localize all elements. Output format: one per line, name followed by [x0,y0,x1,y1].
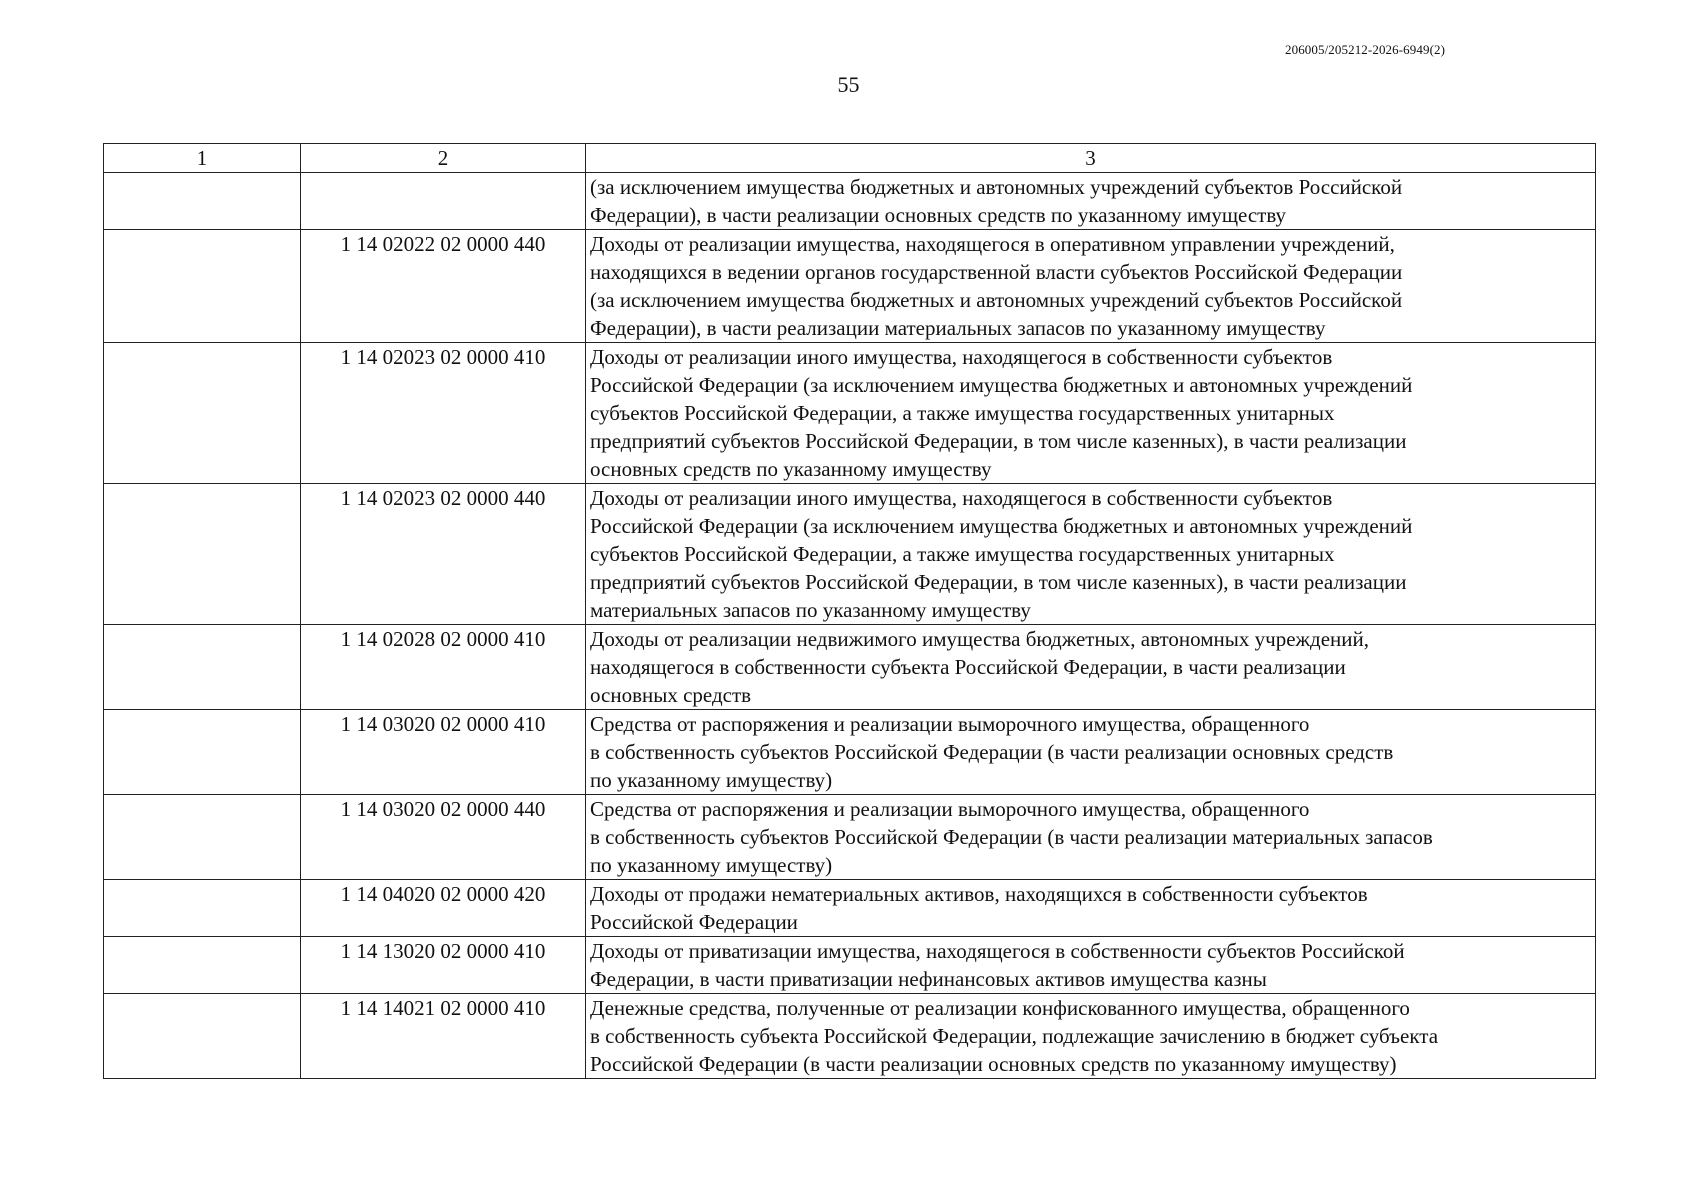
budget-classification-table [103,143,1596,1079]
description-line: Денежные средства, полученные от реализации конфискованного имущества, обращенного [590,996,1410,1020]
description-line: субъектов Российской Федерации, а также имущества государственных унитарных [590,542,1335,566]
description-line: в собственность субъектов Российской Федерации (в части реализации материальных запасов [590,825,1433,849]
cell-col1 [104,937,301,994]
table-row [104,484,1596,625]
description-line: по указанному имуществу) [590,768,833,792]
description-line: предприятий субъектов Российской Федерации, в том числе казенных), в части реализации [590,570,1407,594]
cell-description [586,880,1596,937]
cell-col1 [104,795,301,880]
cell-description [586,994,1596,1079]
cell-description [586,795,1596,880]
cell-budget-code: 1 14 02028 02 0000 410 [301,625,586,710]
cell-description [586,230,1596,343]
description-line: Доходы от реализации иного имущества, находящегося в собственности субъектов [590,486,1333,510]
cell-description [586,937,1596,994]
table-row [104,994,1596,1079]
cell-description [586,173,1596,230]
description-line: в собственность субъектов Российской Федерации (в части реализации основных средств [590,740,1394,764]
cell-description [586,625,1596,710]
description-line: основных средств по указанному имуществу [590,457,992,481]
table-body [104,173,1596,1079]
description-line: Федерации), в части реализации материальных запасов по указанному имуществу [590,316,1326,340]
cell-budget-code: 1 14 03020 02 0000 440 [301,795,586,880]
cell-col1 [104,710,301,795]
cell-budget-code: 1 14 13020 02 0000 410 [301,937,586,994]
cell-budget-code [301,173,586,230]
table-row [104,343,1596,484]
description-line: находящихся в ведении органов государственной власти субъектов Российской Федерации [590,260,1403,284]
description-line: по указанному имуществу) [590,853,833,877]
cell-col1 [104,994,301,1079]
description-line: Средства от распоряжения и реализации выморочного имущества, обращенного [590,797,1310,821]
column-header-3: 3 [586,144,1596,173]
cell-description [586,343,1596,484]
cell-col1 [104,625,301,710]
description-line: Средства от распоряжения и реализации выморочного имущества, обращенного [590,712,1310,736]
cell-budget-code: 1 14 02023 02 0000 440 [301,484,586,625]
cell-budget-code: 1 14 02022 02 0000 440 [301,230,586,343]
description-line: материальных запасов по указанному имуществу [590,598,1031,622]
description-line: Российской Федерации [590,910,798,934]
description-line: Российской Федерации (за исключением имущества бюджетных и автономных учреждений [590,373,1413,397]
table-row [104,880,1596,937]
table-header-row [104,144,1596,173]
table-row [104,937,1596,994]
table-row [104,710,1596,795]
cell-description [586,484,1596,625]
description-line: Российской Федерации (за исключением имущества бюджетных и автономных учреждений [590,514,1413,538]
description-line: Российской Федерации (в части реализации основных средств по указанному имуществу) [590,1052,1397,1076]
description-line: Доходы от приватизации имущества, находящегося в собственности субъектов Российской [590,939,1405,963]
description-line: в собственность субъекта Российской Федерации, подлежащие зачислению в бюджет субъекта [590,1024,1439,1048]
column-header-1: 1 [104,144,301,173]
document-id: 206005/205212-2026-6949(2) [1285,42,1446,57]
table-row [104,795,1596,880]
cell-col1 [104,230,301,343]
cell-col1 [104,343,301,484]
cell-col1 [104,484,301,625]
cell-budget-code: 1 14 04020 02 0000 420 [301,880,586,937]
cell-col1 [104,173,301,230]
description-line: Доходы от продажи нематериальных активов, находящихся в собственности субъектов [590,882,1368,906]
table-row [104,230,1596,343]
description-line: Доходы от реализации недвижимого имущества бюджетных, автономных учреждений, [590,627,1369,651]
description-line: предприятий субъектов Российской Федерации, в том числе казенных), в части реализации [590,429,1407,453]
description-line: основных средств [590,683,752,707]
cell-description [586,710,1596,795]
page-number: 55 [837,72,860,97]
table-row [104,625,1596,710]
cell-budget-code: 1 14 03020 02 0000 410 [301,710,586,795]
column-header-2: 2 [301,144,586,173]
description-line: Федерации, в части приватизации нефинансовых активов имущества казны [590,967,1267,991]
description-line: (за исключением имущества бюджетных и автономных учреждений субъектов Российской [590,288,1403,312]
cell-budget-code: 1 14 14021 02 0000 410 [301,994,586,1079]
description-line: Доходы от реализации иного имущества, находящегося в собственности субъектов [590,345,1333,369]
description-line: находящегося в собственности субъекта Российской Федерации, в части реализации [590,655,1346,679]
description-line: Доходы от реализации имущества, находящегося в оперативном управлении учреждений, [590,232,1395,256]
description-line: (за исключением имущества бюджетных и автономных учреждений субъектов Российской [590,175,1403,199]
cell-col1 [104,880,301,937]
cell-budget-code: 1 14 02023 02 0000 410 [301,343,586,484]
description-line: субъектов Российской Федерации, а также имущества государственных унитарных [590,401,1335,425]
description-line: Федерации), в части реализации основных средств по указанному имуществу [590,203,1287,227]
table-row [104,173,1596,230]
